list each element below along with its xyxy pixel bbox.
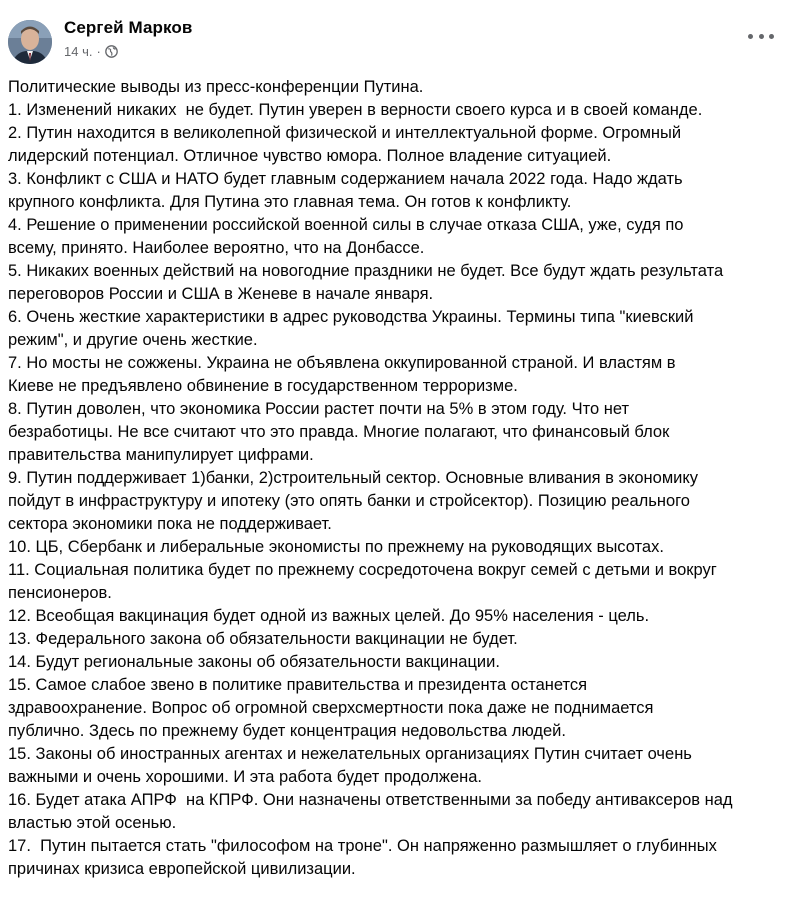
post-text-line: 16. Будет атака АПРФ на КПРФ. Они назначены ответственными за победу антиваксеров над <box>8 791 733 809</box>
post-text-line: важными и очень хорошими. И эта работа будет продолжена. <box>8 768 483 786</box>
post-text-line: крупного конфликта. Для Путина это главная тема. Он готов к конфликту. <box>8 193 572 211</box>
post-text-line: Киеве не предъявлено обвинение в государственном терроризме. <box>8 377 518 395</box>
post-text-line: переговоров России и США в Женеве в начале января. <box>8 285 434 303</box>
post-text-line: Политические выводы из пресс-конференции Путина. <box>8 78 424 96</box>
post-text-line: публично. Здесь по прежнему будет концентрация недовольства людей. <box>8 722 566 740</box>
post-text-line: 7. Но мосты не сожжены. Украина не объявлена оккупированной страной. И властям в <box>8 354 676 372</box>
post-text-line: пенсионеров. <box>8 584 112 602</box>
post-text-line: 15. Самое слабое звено в политике правительства и президента останется <box>8 676 588 694</box>
post-header <box>0 0 800 70</box>
post-text-line: сектора экономики пока не поддерживает. <box>8 515 332 533</box>
post-text-line: 6. Очень жесткие характеристики в адрес руководства Украины. Термины типа "киевский <box>8 308 694 326</box>
post-text <box>8 76 792 881</box>
more-options-icon[interactable] <box>748 26 774 46</box>
post-text-line: 9. Путин поддерживает 1)банки, 2)строительный сектор. Основные вливания в экономику <box>8 469 699 487</box>
post-text-line: режим", и другие очень жесткие. <box>8 331 258 349</box>
post-text-line: 1. Изменений никаких не будет. Путин уверен в верности своего курса и в своей команде. <box>8 101 703 119</box>
more-dot <box>769 34 774 39</box>
globe-icon[interactable] <box>105 45 118 58</box>
post-text-line: причинах кризиса европейской цивилизации. <box>8 860 356 878</box>
post-meta <box>64 43 118 59</box>
post-text-line: 11. Социальная политика будет по прежнему сосредоточена вокруг семей с детьми и вокруг <box>8 561 717 579</box>
post-text-line: 12. Всеобщая вакцинация будет одной из важных целей. До 95% населения - цель. <box>8 607 650 625</box>
post-text-line: 10. ЦБ, Сбербанк и либеральные экономисты по прежнему на руководящих высотах. <box>8 538 664 556</box>
post-text-line: правительства манипулирует цифрами. <box>8 446 314 464</box>
post-text-line: 2. Путин находится в великолепной физической и интеллектуальной форме. Огромный <box>8 124 682 142</box>
post-text-line: пойдут в инфраструктуру и ипотеку (это опять банки и стройсектор). Позицию реального <box>8 492 690 510</box>
post-text-line: здравоохранение. Вопрос об огромной сверхсмертности пока даже не поднимается <box>8 699 654 717</box>
post-text-line: всему, принято. Наиболее вероятно, что на Донбассе. <box>8 239 425 257</box>
post-text-line: властью этой осенью. <box>8 814 177 832</box>
post-text-line: 13. Федерального закона об обязательности вакцинации не будет. <box>8 630 518 648</box>
more-dot <box>748 34 753 39</box>
post-text-line: безработицы. Не все считают что это правда. Многие полагают, что финансовый блок <box>8 423 670 441</box>
post-text-line: лидерский потенциал. Отличное чувство юмора. Полное владение ситуацией. <box>8 147 612 165</box>
author-name[interactable]: Сергей Марков <box>64 18 193 37</box>
post-text-line: 5. Никаких военных действий на новогодние праздники не будет. Все будут ждать результата <box>8 262 724 280</box>
meta-separator: · <box>96 43 101 59</box>
post-text-line: 17. Путин пытается стать "философом на троне". Он напряженно размышляет о глубинных <box>8 837 717 855</box>
avatar[interactable] <box>8 20 52 64</box>
post-text-line: 4. Решение о применении российской военной силы в случае отказа США, уже, судя по <box>8 216 684 234</box>
post-text-line: 3. Конфликт с США и НАТО будет главным содержанием начала 2022 года. Надо ждать <box>8 170 683 188</box>
post-text-line: 8. Путин доволен, что экономика России растет почти на 5% в этом году. Что нет <box>8 400 630 418</box>
more-dot <box>759 34 764 39</box>
post-text-line: 15. Законы об иностранных агентах и нежелательных организациях Путин считает очень <box>8 745 692 763</box>
post-text-line: 14. Будут региональные законы об обязательности вакцинации. <box>8 653 500 671</box>
post-time[interactable]: 14 ч. <box>64 43 93 59</box>
avatar-photo <box>8 20 52 64</box>
